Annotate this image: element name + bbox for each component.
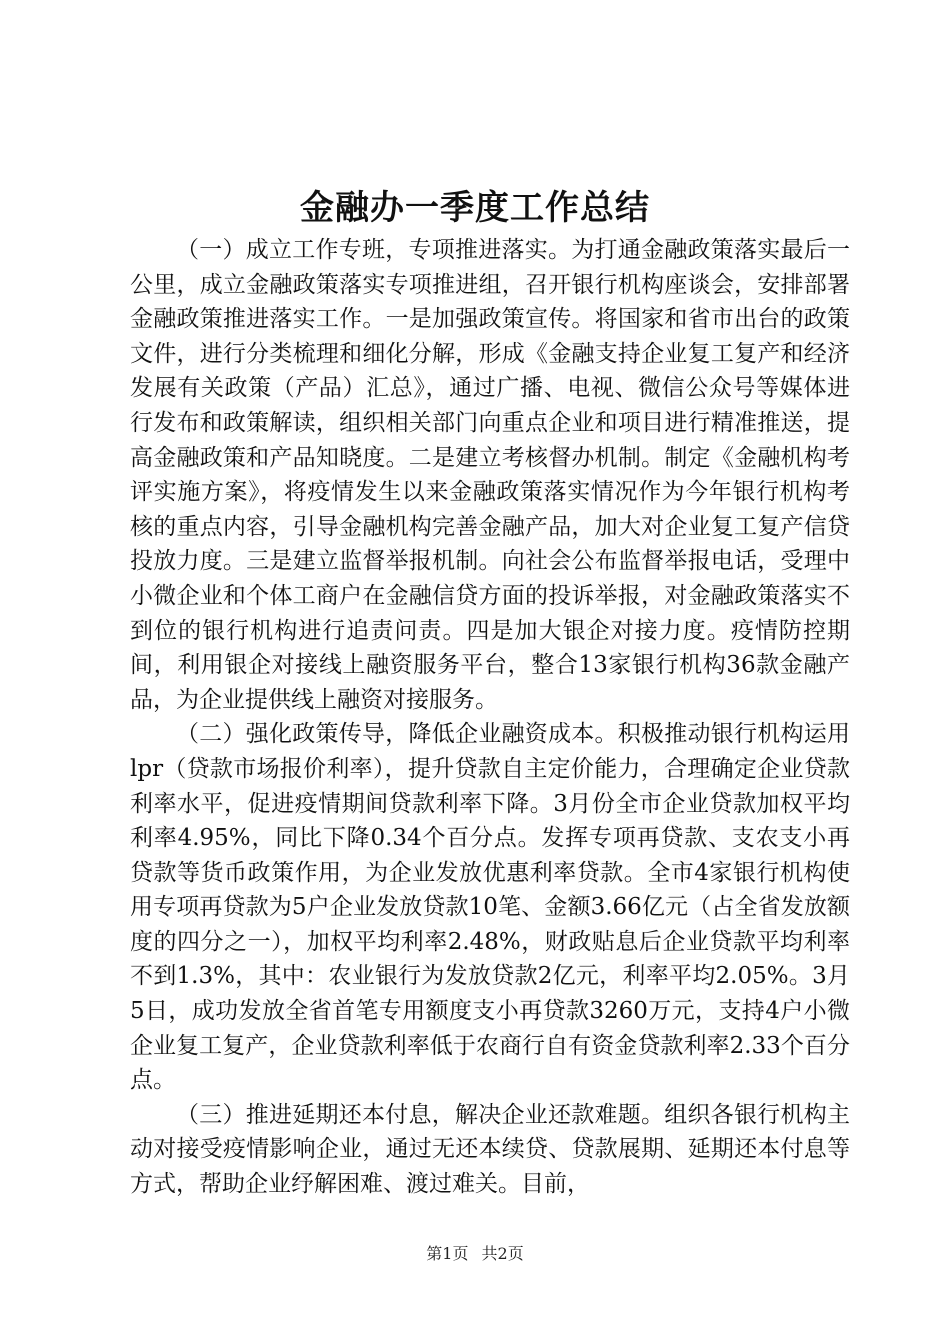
page-total: 共2页 [481, 1244, 524, 1263]
paragraph-1: （一）成立工作专班，专项推进落实。为打通金融政策落实最后一公里，成立金融政策落实专项推进组，召开银行机构座谈会，安排部署金融政策推进落实工作。一是加强政策宣传。将国家和省市出台的政策文件，进行分类梳理和细化分解，形成《金融支持企业复工复产和经济发展有关政策（产品）汇总》，通过广播、电视、微信公众号等媒体进行发布和政策解读，组织相关部门向重点企业和项目进行精准推送，提高金融政策和产品知晓度。二是建立考核督办机制。制定《金融机构考评实施方案》，将疫情发生以来金融政策落实情况作为今年银行机构考核的重点内容，引导金融机构完善金融产品，加大对企业复工复产信贷投放力度。三是建立监督举报机制。向社会公布监督举报电话，受理中小微企业和个体工商户在金融信贷方面的投诉举报，对金融政策落实不到位的银行机构进行追责问责。四是加大银企对接力度。疫情防控期间，利用银企对接线上融资服务平台，整合13家银行机构36款金融产品，为企业提供线上融资对接服务。 [130, 237, 850, 713]
paragraph-3: （三）推进延期还本付息，解决企业还款难题。组织各银行机构主动对接受疫情影响企业，通过无还本续贷、贷款展期、延期还本付息等方式，帮助企业纾解困难、渡过难关。目前， [130, 1101, 850, 1198]
page-footer [0, 1244, 950, 1264]
document-body [130, 233, 850, 1202]
page-number: 第1页 [426, 1244, 469, 1263]
paragraph-2: （二）强化政策传导，降低企业融资成本。积极推动银行机构运用lpr（贷款市场报价利率），提升贷款自主定价能力，合理确定企业贷款利率水平，促进疫情期间贷款利率下降。3月份全市企业贷款加权平均利率4.95%，同比下降0.34个百分点。发挥专项再贷款、支农支小再贷款等货币政策作用，为企业发放优惠利率贷款。全市4家银行机构使用专项再贷款为5户企业发放贷款10笔、金额3.66亿元（占全省发放额度的四分之一），加权平均利率2.48%，财政贴息后企业贷款平均利率不到1.3%，其中：农业银行为发放贷款2亿元，利率平均2.05%。3月5日，成功发放全省首笔专用额度支小再贷款3260万元，支持4户小微企业复工复产，企业贷款利率低于农商行自有资金贷款利率2.33个百分点。 [130, 721, 850, 1094]
document-title: 金融办一季度工作总结 [300, 188, 650, 228]
